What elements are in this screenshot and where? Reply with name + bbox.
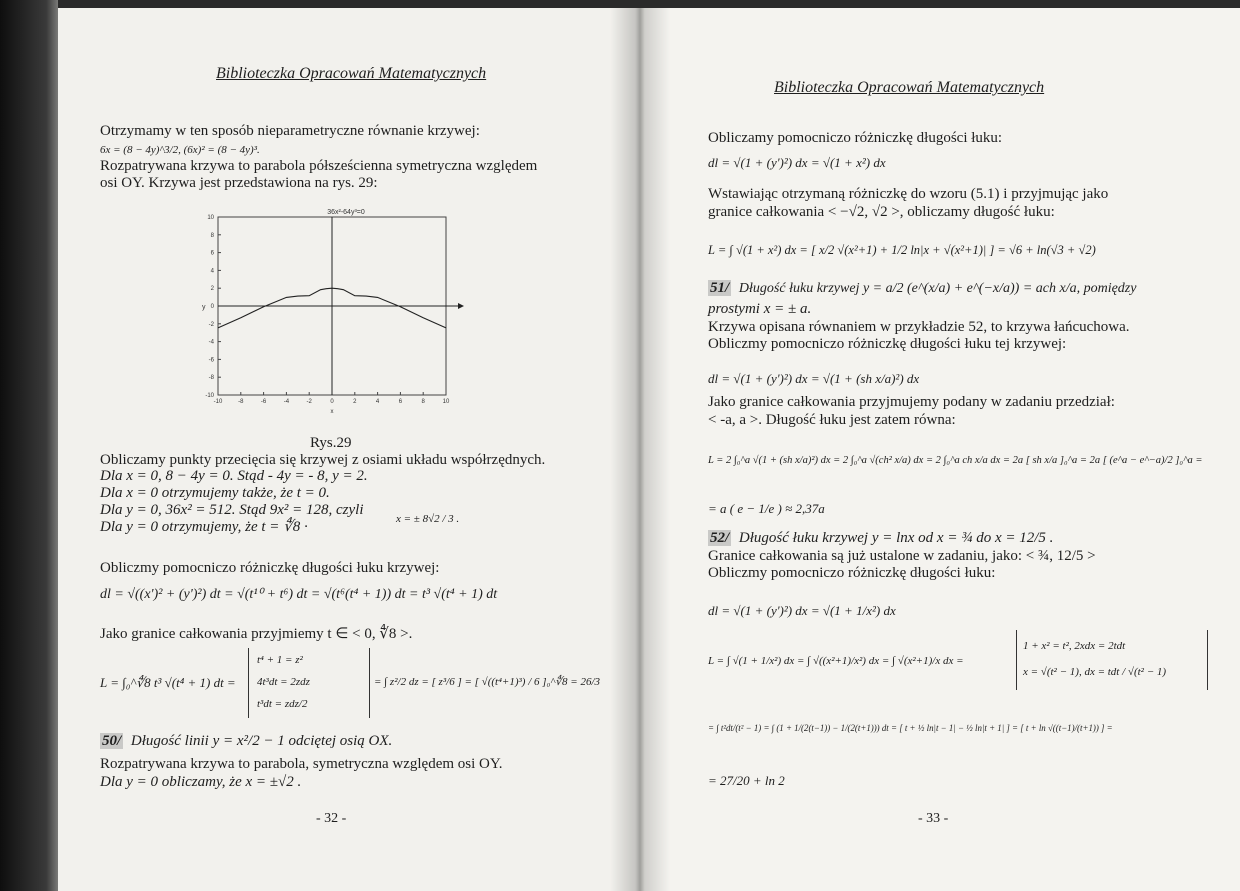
equation: L = ∫ √(1 + x²) dx = [ x/2 √(x²+1) + 1/2 ln|x + √(x²+1)| ] = √6 + ln(√3 + √2) bbox=[708, 243, 1096, 257]
x-tick-label: 10 bbox=[442, 399, 450, 405]
page-32 bbox=[58, 8, 636, 891]
text-line: Dla x = 0, 8 − 4y = 0. Stąd - 4y = - 8, y = 2. bbox=[100, 468, 368, 484]
equation: dl = √(1 + (y')²) dx = √(1 + (sh x/a)²) dx bbox=[708, 371, 920, 386]
text-line: Wstawiając otrzymaną różniczkę do wzoru (5.1) i przyjmując jako bbox=[708, 186, 1109, 202]
x-tick-label: 0 bbox=[330, 399, 334, 405]
equation: x = √(t² − 1), dx = tdt / √(t² − 1) bbox=[1023, 666, 1167, 678]
y-tick-label: -2 bbox=[208, 321, 214, 328]
x-tick-label: -6 bbox=[260, 399, 267, 405]
text-line: Krzywa opisana równaniem w przykładzie 52, to krzywa łańcuchowa. bbox=[708, 319, 1130, 335]
plot-title: 36x²-64y³=0 bbox=[327, 209, 365, 216]
equation: = 27/20 + ln 2 bbox=[708, 773, 785, 788]
equation: 6x = (8 − 4y)^3/2, (6x)² = (8 − 4y)³. bbox=[100, 144, 260, 156]
text-line: Rozpatrywana krzywa to parabola, symetryczna względem osi OY. bbox=[100, 756, 503, 772]
equation: = ∫ t²dt/(t² − 1) = ∫ (1 + 1/(2(t−1)) − 1/(2(t+1))) dt = [ t + ½ ln|t − 1| − ½ ln|t + 1| ] = [ t + ln √((t−1)/(t+1)) ] = bbox=[708, 723, 1113, 733]
text-line: Jako granice całkowania przyjmujemy podany w zadaniu przedział: bbox=[708, 394, 1115, 410]
x-tick-label: -2 bbox=[306, 399, 312, 405]
example-number: 51/ bbox=[710, 280, 730, 296]
scanner-edge bbox=[0, 0, 58, 891]
equation: dl = √(1 + (y')²) dx = √(1 + 1/x²) dx bbox=[708, 603, 896, 618]
y-tick-label: 2 bbox=[210, 286, 214, 293]
equation: dl = √(1 + (y')²) dx = √(1 + x²) dx bbox=[708, 155, 886, 170]
y-tick-label: 0 bbox=[210, 304, 214, 310]
y-tick-label: -10 bbox=[205, 393, 214, 399]
equation: 1 + x² = t², 2xdx = 2tdt bbox=[1023, 640, 1126, 652]
text-line: Obliczamy punkty przecięcia się krzywej z osiami układu współrzędnych. bbox=[100, 452, 546, 468]
figure-29-plot bbox=[176, 205, 466, 415]
text-line: Dla y = 0 otrzymujemy, że t = ∜8 · bbox=[100, 519, 308, 535]
x-axis-label: x bbox=[330, 409, 334, 415]
example-number: 50/ bbox=[102, 733, 122, 749]
x-tick-label: 8 bbox=[421, 399, 425, 405]
equation: dl = √((x')² + (y')²) dt = √(t¹⁰ + t⁶) dt = √(t⁶(t⁴ + 1)) dt = t³ √(t⁴ + 1) dt bbox=[100, 587, 498, 602]
example-51 bbox=[708, 280, 1136, 297]
text-line: Dla y = 0 obliczamy, że x = ±√2 . bbox=[100, 774, 302, 790]
equation: L = ∫ √(1 + 1/x²) dx = ∫ √((x²+1)/x²) dx = ∫ √(x²+1)/x dx = bbox=[708, 655, 964, 667]
text-line: Obliczmy pomocniczo różniczkę długości łuku krzywej: bbox=[100, 560, 440, 576]
example-52 bbox=[708, 530, 1053, 547]
example-number: 52/ bbox=[710, 530, 730, 546]
text-line: Dla y = 0, 36x² = 512. Stąd 9x² = 128, czyli bbox=[100, 502, 364, 518]
text-line: < -a, a >. Długość łuku jest zatem równa: bbox=[708, 412, 956, 428]
running-header: Biblioteczka Opracowań Matematycznych bbox=[216, 65, 487, 82]
x-tick-label: 2 bbox=[353, 399, 357, 405]
text-line: Obliczmy pomocniczo różniczkę długości łuku: bbox=[708, 565, 996, 581]
text-line: Dla x = 0 otrzymujemy także, że t = 0. bbox=[100, 485, 330, 501]
example-title: Długość linii y = x²/2 − 1 odciętej osią OX. bbox=[130, 733, 393, 749]
text-line: Obliczmy pomocniczo różniczkę długości łuku tej krzywej: bbox=[708, 336, 1067, 352]
equation: t³dt = zdz/2 bbox=[257, 698, 308, 710]
text-line: osi OY. Krzywa jest przedstawiona na rys. 29: bbox=[100, 175, 378, 191]
substitution-box bbox=[1016, 630, 1208, 690]
equation: t⁴ + 1 = z² bbox=[257, 654, 303, 666]
text-line: Jako granice całkowania przyjmiemy t ∈ < 0, ∜8 >. bbox=[100, 626, 413, 642]
page-number: - 32 - bbox=[316, 811, 347, 826]
text-line: granice całkowania < −√2, √2 >, obliczamy długość łuku: bbox=[708, 204, 1055, 220]
example-50 bbox=[100, 733, 392, 750]
running-header: Biblioteczka Opracowań Matematycznych bbox=[774, 79, 1045, 96]
figure-caption: Rys.29 bbox=[310, 435, 352, 451]
x-tick-label: 6 bbox=[398, 399, 403, 405]
y-tick-label: -6 bbox=[208, 357, 214, 364]
y-tick-label: 10 bbox=[207, 215, 214, 221]
text-line: Rozpatrywana krzywa to parabola półsześcienna symetryczna względem bbox=[100, 158, 538, 174]
x-tick-label: 4 bbox=[375, 399, 380, 405]
y-tick-label: 4 bbox=[210, 268, 214, 275]
y-tick-label: -8 bbox=[208, 375, 214, 382]
y-tick-label: 6 bbox=[210, 250, 214, 257]
y-tick-label: 8 bbox=[210, 232, 214, 239]
example-title: Długość łuku krzywej y = lnx od x = ¾ do x = 12/5 . bbox=[738, 530, 1054, 546]
equation: 4t³dt = 2zdz bbox=[257, 676, 310, 688]
x-tick-label: -4 bbox=[283, 399, 290, 405]
page-33 bbox=[636, 8, 1240, 891]
y-tick-label: -4 bbox=[208, 339, 214, 346]
text-line: Otrzymamy w ten sposób nieparametryczne równanie krzywej: bbox=[100, 123, 480, 139]
text-line: prostymi x = ± a. bbox=[708, 301, 812, 317]
y-axis-label: y bbox=[202, 304, 206, 311]
tick-group bbox=[205, 215, 450, 405]
x-tick-label: -10 bbox=[213, 399, 223, 405]
equation: L = 2 ∫₀^a √(1 + (sh x/a)²) dx = 2 ∫₀^a √(ch² x/a) dx = 2 ∫₀^a ch x/a dx = 2a [ sh x/a ]₀^a = 2a [ (e^a − e^−a)/2 ]₀^a = bbox=[708, 455, 1203, 466]
equation: = ∫ z²/2 dz = [ z³/6 ] = [ √((t⁴+1)³) / 6 ]₀^∜8 = 26/3 bbox=[374, 676, 601, 688]
page-number: - 33 - bbox=[918, 811, 949, 826]
text-line: Obliczamy pomocniczo różniczkę długości łuku: bbox=[708, 130, 1003, 146]
example-title: Długość łuku krzywej y = a/2 (e^(x/a) + e^(−x/a)) = ach x/a, pomiędzy bbox=[738, 281, 1137, 296]
equation: = a ( e − 1/e ) ≈ 2,37a bbox=[708, 501, 825, 516]
equation: x = ± 8√2 / 3 . bbox=[396, 513, 460, 525]
x-axis-arrow bbox=[458, 303, 464, 309]
equation: L = ∫₀^∜8 t³ √(t⁴ + 1) dt = bbox=[100, 675, 236, 690]
substitution-box bbox=[248, 648, 370, 718]
text-line: Granice całkowania są już ustalone w zadaniu, jako: < ¾, 12/5 > bbox=[708, 548, 1096, 564]
x-tick-label: -8 bbox=[238, 399, 244, 405]
